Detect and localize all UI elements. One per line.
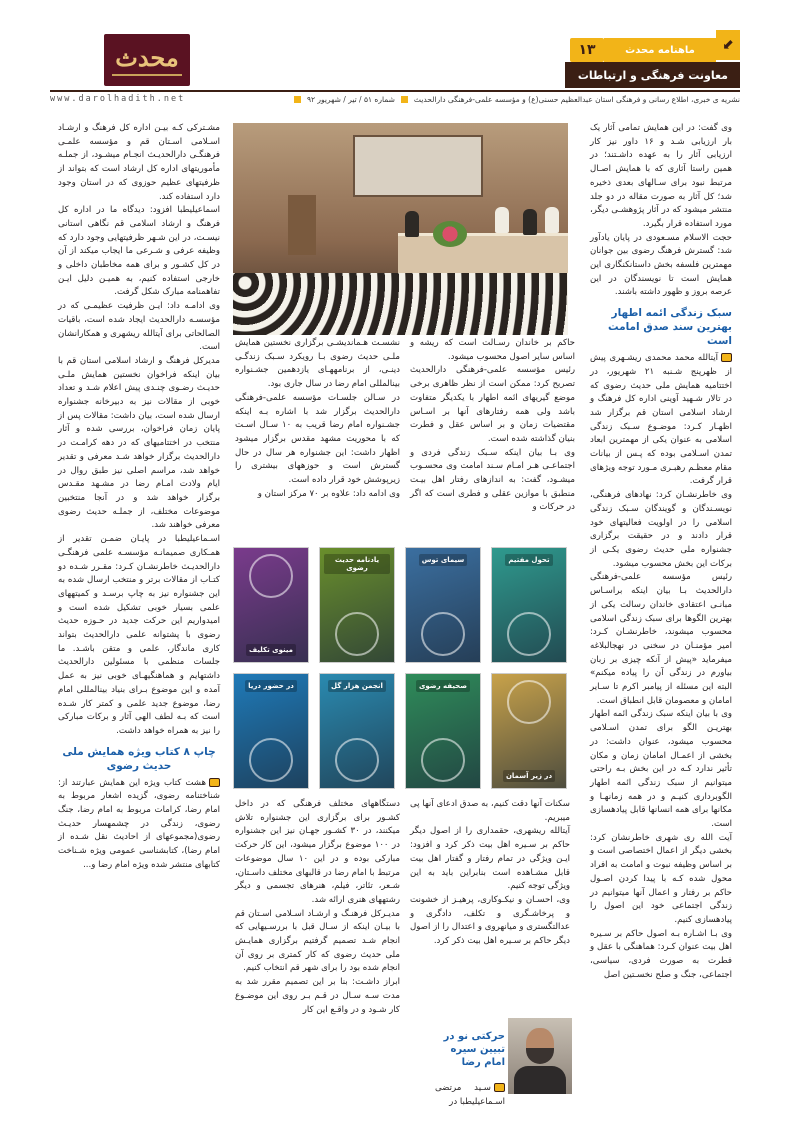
paragraph: نشسـت هـماندیشـی برگزاری نخستین همایش ملـی حدیث رضوی بـا رویکرد سـبک زندگـی دینـی، از برنامههـای یازدهمین جشـنواره بینالمللی امام رضا در سال جاری بود. bbox=[235, 338, 400, 390]
sidebar-heading: حرکتی نو در تبیین سیره امام رضا bbox=[443, 1031, 505, 1068]
section-tag: ماهنامه محدث bbox=[604, 38, 716, 62]
site-url[interactable]: www.darolhadith.net bbox=[50, 94, 186, 104]
paragraph: وی، احسـان و نیکـوکاری، پرهیـز از خشونت و پرخاشـگری و تکلف، دادگری و عدالتگستری و میانهروی و اعتدال را از اصول دیگر حاکم بر سـیره اهل بیت ذکر کرد. bbox=[410, 894, 570, 947]
paragraph: مدیـرکل فرهنـگ و ارشـاد اسـلامی اسـتان قم با بیـان اینکه از سـال قبل با بررسـیهایی که انجام شـد تصمیم گرفتیم برگزاری همایـش ملی حدیث رضوی که کار کمتری بر روی آن انجام شده بود را برای شهر قم انتخاب کنیم. bbox=[235, 908, 400, 974]
header-strip bbox=[50, 92, 740, 106]
ornament-icon bbox=[421, 612, 465, 656]
column-4 bbox=[58, 122, 220, 873]
issue-line: شماره ۵۱ / تیر / شهریور ۹۲ bbox=[306, 94, 395, 104]
page-number: ۱۳ bbox=[570, 38, 604, 62]
speaker-portrait bbox=[508, 1018, 572, 1094]
speech-bubble-icon bbox=[209, 778, 220, 787]
photo-figure bbox=[495, 207, 509, 233]
publisher-line: نشریه ی خبری، اطلاع رسانی و فرهنگی استان عبدالعظیم حسنی(ع) و مؤسسه علمی-فرهنگی دارالحدیث bbox=[413, 94, 740, 104]
book-cover: صحیفه رضوی bbox=[405, 673, 481, 789]
article-heading: سبک زندگی ائمه اطهار بهترین سند صدق امامت است bbox=[608, 307, 732, 348]
ornament-icon bbox=[249, 554, 293, 598]
ornament-icon bbox=[507, 680, 551, 724]
paragraph: در سـالن جلسـات مؤسسه علمی-فرهنگی دارالحدیث برگزار شد با اشاره بـه اینکه جشـنواره امام رضا قریب به ۱۰ سـال اسـت که با محوریت مشهد مقدس برگزار میشود اظهار داشت: این جشنواره هر سال در حال گسترش است و حوزههای بیشتری را زیرپوشش خود قرار داده است. bbox=[235, 392, 400, 486]
paragraph: حجت الاسلام مسـعودی در پایان یادآور شد: گسترش فرهنگ رضوی بین جوانان مهمترین فلسفه بخش داستانکنگاری این همایش است تا نویسندگان در این عرصه بروز و ظهور داشته باشند. bbox=[590, 232, 732, 298]
corner-icon: ⬋ bbox=[716, 30, 740, 60]
ornament-icon bbox=[335, 612, 379, 656]
paragraph: مشـترکی کـه بیـن اداره کل فرهنگ و ارشـاد اسـلامی اسـتان قم و مؤسسه علمـی فرهنگـی دارالحدیـث انجـام میشـود، از جملـه مأموریتهای اداره کل ارشاد است که بتواند از ظرفیتهای عظیم حوزوی که در استان وجود دارد استفاده کند. bbox=[58, 123, 220, 202]
photo-table bbox=[398, 233, 568, 275]
speech-bubble-icon bbox=[494, 1083, 505, 1092]
book-cover: مینوی تکلیف bbox=[233, 547, 309, 663]
book-cover: تحول مفتیم bbox=[491, 547, 567, 663]
ornament-icon bbox=[249, 738, 293, 782]
department-bar: معاونت فرهنگی و ارتباطات bbox=[565, 62, 740, 88]
issue-info bbox=[288, 95, 740, 104]
publication-logo bbox=[104, 34, 190, 86]
paragraph: وی گفت: در این همایش تمامی آثار یک بار ارزیابی شـد و ۱۶ داور نیز کار ارزیابی آثار را به عهده داشـتند؛ در همین راستا آثاری که با همایش اصـال مرتبط نبود برای سـالهای بعدی ذخیره شد؛ کل آثار به صورت مقاله در دو جلد منتشر میشود که در آثار پژوهشـی دیگر، مورد استفاده قرار بگیرد. bbox=[590, 123, 732, 229]
photo-screen bbox=[353, 135, 483, 197]
column-1 bbox=[590, 122, 732, 982]
sidebar-text: سـید مرتضی اسـماعیلیطبا در bbox=[435, 1083, 505, 1107]
portrait-beard bbox=[526, 1048, 554, 1064]
photo-flowers bbox=[433, 221, 467, 247]
paragraph: ابراز داشـت: بنا بر این تصمیم مقرر شد به مدت سـه سـال در قـم بـر روی این موضـوع کار شـود و در واقـع این کار bbox=[235, 977, 400, 1015]
column-3 bbox=[235, 337, 400, 501]
ornament-icon bbox=[421, 738, 465, 782]
column-2 bbox=[410, 337, 575, 515]
book-cover: انجمن هزار گل bbox=[319, 673, 395, 789]
paragraph: وی ادامه داد: علاوه بر ۷۰ مرکز استان و bbox=[257, 488, 400, 499]
ornament-icon bbox=[335, 738, 379, 782]
column-2-lower bbox=[410, 798, 570, 949]
conference-photo bbox=[233, 123, 568, 335]
ornament-icon bbox=[507, 612, 551, 656]
book-cover: یادنامه حدیث رضوی bbox=[319, 547, 395, 663]
logo-underline bbox=[112, 74, 182, 76]
paragraph: اسـماعیلیطبا در پایـان ضمـن تقدیر از همـکاری صمیمانـه مؤسسـه علمی فرهنگـی دارالحدیـث خاطرنشـان کـرد: مقـرر شـده دو کتـاب از مقالات برتر و منتخب ارسال شده به این جشنواره نیز به چاپ برسـد و کمیتههای علمی بسیار خوبی تشکیل شده است و امیدواریم این حرکت جدید در حـوزه حدیث رضوی با پشتوانه علمی دارالحدیث بتواند کاری ماندگار، علمی و متقن باشـد. ما جلسات منظمی با مسئولین دارالحدیث داشتهایم و هماهنگیهـای خوبی نیز به عمل آمده و این موضوع بـرای بنیاد بینالمللی امام رضا، موضوع جدید علمی و کمتر کار شـده است که بـه لطف الهی آثار و برکات مبارکی را نیز به همراه خواهد داشت. bbox=[58, 534, 220, 736]
photo-audience bbox=[233, 273, 568, 335]
article-heading: چاپ ۸ کتاب ویژه همایش ملی حدیث رضوی bbox=[62, 745, 216, 772]
paragraph: وی بـا اشـاره بـه اصول حاکم بر سـیره اهل بیت عنوان کـرد: هماهنگی با عقل و فطرت به صورت فردی، سیاسی، اجتماعی، جنگ و صلح نخسـتین اصل bbox=[590, 928, 732, 980]
book-cover: سیمای توس bbox=[405, 547, 481, 663]
paragraph: وی با بیان اینکه سبک زندگی ائمه اطهار بهتریـن الگو برای تمدن اسـلامی محسوب میشود، عنوان داشت: در بخشی از اعمـال امامان زمان و مکان تأثیر ندارد کـه در این بخش بـه راحتی میتوانیم از سبک زندگی ائمه اطهار الگوبرداری کنیـم و در همه زمانهـا و مکانها برای همه انسانها قابل پیادهسازی است. bbox=[590, 709, 732, 830]
paragraph: اسماعیلیطبا افزود: دیدگاه ما در اداره کل فرهنگ و ارشاد اسلامی قم نگاهی استانی نیسـت، در این شـهر ظرفیتهایی وجود دارد که وظیفه عرفی و شـرعی ما ایجاب میکند از آن در کل کشـور و برای همه مخاطبان داخلی و خارجی استفاده کنیم، به همیـن دلیل ایـن تفاهمنامه مبارک شکل گرفت. bbox=[58, 205, 220, 298]
portrait-suit bbox=[514, 1066, 566, 1094]
paragraph: رئیس مؤسسه علمی-فرهنگی دارالحدیث بـا بیان اینکه براسـاس مبانـی اعتقادی خاندان رسالت یکی از بهترین الگوها برای سبک زندگی اسلامی محسوب میشوند، خاطرنشـان کـرد: امیر مؤمنـان در سخنی در نهجالبلاغه میفرماید «پیش از آنکه چیزی بر زبان بیاورم در زندگی آن را پیاده میکنم» البته این مسئله از پیامبر اکرم تا سـایر امامان و معصومان قابل انطباق است. bbox=[590, 572, 732, 706]
paragraph: وی بـا بیان اینکه سـبک زندگی فردی و اجتماعـی هـر امـام سـند امامت وی محسـوب میشـود، گفت: به اندازهای رفتار اهل بیـت منطبق با موازین عقلی و فطری است که اگر در حرکات و bbox=[410, 447, 575, 513]
paragraph: سکنات آنها دقت کنیم، به صدق ادعای آنها پی میبریم. bbox=[410, 799, 570, 823]
logo-text: محدث bbox=[115, 42, 179, 72]
column-3-lower bbox=[235, 798, 400, 1017]
photo-figure bbox=[523, 209, 537, 235]
paragraph: آیتالله محمد محمدی ریشـهری پیش از ظهرپنج شـنبه ۲۱ شهریور، در اختتامیه همایش ملی حدیث رضوی که در تالار شـهید آوینی اداره کل فرهنگ و ارشاد اسلامی استان قم برگزار شد اظهـار کـرد: موضـوع سـبک زندگی اسلامی به عنوان یکی از مهمترین ابعاد تمدن اسـلامی بوده که پـس از بیانات مقام معظـم رهبـری مـورد توجه ویژهای قرار گرفت. bbox=[590, 353, 732, 487]
photo-podium bbox=[288, 195, 316, 255]
paragraph: وی خاطرنشـان کرد: نهادهای فرهنگی، نویسـندگان و گویندگان سـبک زندگی اسلامی را در اولویت فعالیتهای خود قرار دادند و در حقیقت برگزاری جشنواره ملی حدیث رضوی یکـی از برکات این بخش محسوب میشود. bbox=[590, 490, 732, 569]
bullet-square-icon bbox=[294, 96, 301, 103]
paragraph: آیت الله ری شهری خاطرنشان کرد: بخشی دیگر از اعمال اختصاصی است و بر اساس وظیفه نبوت و امامت به افراد محول شده کـه با پیدا کردن اصـول حاکم بر رفتار و اعمال آنها میتوانیم در زندگی اجتماعی خود این اصول را پیادهسازی کنیم. bbox=[590, 832, 732, 925]
paragraph: هشت کتاب ویژه این همایش عبارتند از: شناختنامه رضوی، گزیده اشعار مربوط به امام رضا، کرامات مربوط به امام رضا، جنگ رضوی، زندگی در چشمهسار حدیـث رضوی(مجموعهای از احادیث نقل شـده از امام رضا)، کتابشناسی عمومی ویژه شـناخت کتابهای منتشر شده ویژه امام رضا و... bbox=[58, 777, 220, 870]
paragraph: حاکم بر خاندان رسـالت است که ریشه و اساس سایر اصول محسوب میشود. bbox=[410, 338, 575, 362]
book-covers-grid bbox=[233, 547, 568, 797]
book-cover: در زیر آسمان bbox=[491, 673, 567, 789]
bullet-square-icon bbox=[401, 96, 408, 103]
speech-bubble-icon bbox=[721, 353, 732, 362]
paragraph: رئیس مؤسسه علمی-فرهنگی دارالحدیث تصریح کرد: ممکن است از نظر ظاهری برخی موضع گیریهای ائمه اطهار با یکدیگر متفاوت باشد ولی همه رفتارهای آنها بر اسـاس مقتضیات زمان و بر اساس عقل و فطرت بنیان گذاشته شده است. bbox=[410, 365, 575, 444]
paragraph: وی ادامـه داد: ایـن ظرفیت عظیمـی که در مؤسسـه دارالحدیث ایجاد شده است، باقیات الصالحاتی برای آیتالله ریشهری و همکارانشان است. bbox=[58, 301, 220, 353]
paragraph: مدیرکل فرهنگ و ارشاد اسلامی استان قم با بیان اینکه فراخوان نخستین همایش ملـی حدیـث رضـوی چنـدی پیش اعلام شـد و تعداد خوبی از مقالات نیز به دبیرخانه جشنواره ارسال شده است، بیان داشت: مقالات پس از پایان زمان فراخوان، بررسی شده و آثار منتخب در اختتامیهای که در دهه کرامـت در دارالحدیث برگزار خواهد شـد معرفی و تقدیر خواهد شد، مراسم اصلی نیز طبق روال در ایام ولادت امـام رضا در مشـهد مقـدس برگزار خواهد شد و در آنجا منتخبین موضوعات مختلف، از جملـه حدیث رضوی معرفی خواهند شد. bbox=[58, 355, 220, 531]
paragraph: دستگاههای مختلف فرهنگی که در داخل کشـور برای برگزاری این جشنواره تلاش میکنند، در ۳۰ کشـور جهـان نیز این جشنواره در ۱۰۰ موضوع برگزار میشود، این کار حرکت مبارکی بوده و در این ۱۰ سال موضوعات مرتبط با امام رضا در قالبهای مختلف داسـتان، شـعر، تئاتر، فیلم، هنرهای تجسمی و دیگر رشتههای هنری ارائه شد. bbox=[235, 799, 401, 905]
paragraph: آیتالله ریشهری، حقمداری را از اصول دیگر حاکم بر سـیره اهل بیت ذکر کرد و افزود: ایـن ویژگی در تمام رفتار و گفتار اهل بیت قابل مشـاهده است بنابراین باید به این ویژگی توجه کنیم. bbox=[410, 826, 570, 892]
photo-figure bbox=[405, 211, 419, 237]
photo-figure bbox=[545, 207, 559, 233]
book-cover: در حضور دریا bbox=[233, 673, 309, 789]
